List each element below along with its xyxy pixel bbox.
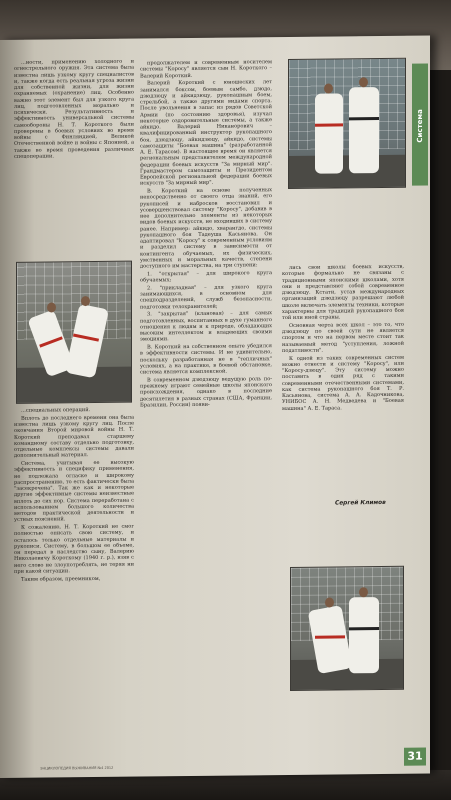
- paragraph: К сожалению, Н. Т. Короткий не смог полностью описать свою систему, и осталось только отдельные материалы и рукописи. Систему, в большом ее объеме, он передал в наследство сыну, Валерию Николаевичу Короткому (1940 г. р.), взяв с него слово не злоупотреблять, не теряя ни при какой ситуации.: [14, 523, 134, 575]
- page-number: 31: [404, 748, 426, 766]
- section-tab-label: Система: [416, 108, 424, 143]
- figure: [349, 87, 379, 173]
- column-1-bottom: [14, 407, 134, 776]
- paragraph: В современном дзюдзюцу ведущую роль по-прежнему играют семейные школы японского происхождения, однако в последние десятилетия в разных странах (США, Франции, Бразилии, России) появи-: [140, 375, 272, 409]
- paragraph: ...ности, применению холодного и огнестрельного оружия. Эта система была известна лишь узкому кругу специалистов и, также когда есть реальная угроза жизни для собственной жизни, для жизни охраняемых (охранение) лиц. Особенно важно этот элемент был для узкого круга лиц, подготовленных морально и психически. Результативность и эффективность универсальной системы самообороны Н. Т. Короткого были проверены в боевых условиях во время войны с Финляндией, Великой Отечественной войне и войны с Японией, а также во время проведения различных спецоперации.: [14, 58, 134, 160]
- paragraph: Валерий Короткий с юношеских лет занимался боксом, боевым самбо, дзюдо, дзюдзюцу и айкидзюцу, рукопашным боем, стрельбой, а также другими видами спорта. После увольнения в запас из рядов Советской Армии (по состоянию здоровья), изучал некоторые оздоровительные системы, а также айкидо. Валерий Никанорович – квалифицированный инструктор рукопашного боя, дзюдзюцу, айкидзюцу, айкидо, системы самозащиты "Боевая машина" (разработанной А. Е. Тарасом). В настоящее время он является региональным представителем международной федерации боевых искусств "За мирный мир". Грандмастером самозащиты и Президентом Европейской региональной федерации боевых искусств "За мирный мир".: [140, 79, 272, 187]
- paragraph: В. Короткий на основе полученных непосредственно от своего отца знаний, его рукописей и набросков восстановил и усовершенствовал систему "Коросу", добавив в нее дополнительно элементы из некоторых видов боевых искусств, не входивших в систему ранее. Например: айкидо, хварангдо, системы рукопашного боя Тадеуша Касьянова. Он адаптировал "Коросу" к современным условиям и разделил систему в зависимости от контингента обучаемых, их физических, умственных и моральных качеств, степени доступного им мастерства, на три ступени:: [140, 187, 272, 270]
- photo-two-fighters-standing: [288, 58, 406, 189]
- author-signature: Сергей Климов: [335, 499, 386, 507]
- page-footer: ЭНЦИКЛОПЕДИЯ ВЫЖИВАНИЯ №4 2012: [40, 765, 114, 771]
- paragraph: ...специальных операций.: [21, 407, 91, 414]
- figure: [315, 93, 343, 173]
- paragraph: 1. "открытая" – для широкого круга обучаемых;: [140, 269, 272, 284]
- paragraph: Основная черта всех школ – это то, что дзюдзюцу по своей сути не является спортом и что на первом месте стоит так называемый метод "уступления, ложной податливости".: [282, 321, 404, 354]
- paragraph: Вплоть до последнего времени она была известна лишь узкому кругу лиц. После окончания Второй мировой войны Н. Т. Короткий преподавал старшему командному составу отдельно подготовку, отдельные комплексы системы давали дополнительный материал.: [14, 414, 134, 460]
- paragraph: продолжателем и современным носителем системы "Коросу" является сын Н. Короткого – Валерий Короткий.: [140, 59, 272, 80]
- photo-arm-lock: [290, 566, 404, 691]
- paragraph: Таким образом, преемником,: [21, 575, 101, 583]
- column-1-top: [14, 59, 134, 260]
- paragraph: К одной из таких современных систем можно отнести и систему "Коросу", или "Коросу-дзюцу". Эту систему можно поставить в один ряд с такими современными отечественными системами, как система рукопашного боя Т. Р. Касьянова, система А. А. Кадочникова, УНИБОС А. Н. Медведева и "Боевая машина" А. Е. Тараса.: [282, 354, 404, 412]
- magazine-page: [0, 35, 430, 778]
- paragraph: 2. "прикладная" – для узкого круга занимающихся, в основном для спецподразделений, служб безопасности, подготовки телохранителей;: [140, 283, 272, 311]
- paragraph: Система, учитывая ее высокую эффективность и специфику применения, не подлежала огласке и широкому распространению, то есть фактически была "засекречена". Так же как и некоторые другие эффективные системы неизвестные вплоть до сих пор. Система переработана с использованием большого количества методов практической деятельности и устных пояснений.: [14, 459, 134, 524]
- paragraph: 3. "закрытая" (клановая) – для самых подготовленных, воспитанных в духе гуманного отношения к людям и к природе, обладающих высоким интеллектом и владеющих своими эмоциями.: [140, 310, 272, 343]
- paragraph: В. Короткий на собственном опыте убедился в эффективности системы. И не удивительно, поскольку разработанная не в "тепличных" условиях, а на практике, в боевой обстановке, система является комплексной.: [140, 343, 272, 376]
- photo-martial-arts-throw: [16, 261, 132, 404]
- column-2: [140, 59, 272, 770]
- column-3: [282, 264, 404, 493]
- figure: [349, 597, 379, 673]
- paragraph: лись свои школы боевых искусств, которые формально не связаны с традиционными японскими школами, хотя они и представляют собой современное дзюдзюцу. Кстати, устав международных организаций дзюдзюцу разрешают любой школе включать элементы техники, которые характерны для традиций рукопашного боя той или иной страны.: [282, 263, 404, 322]
